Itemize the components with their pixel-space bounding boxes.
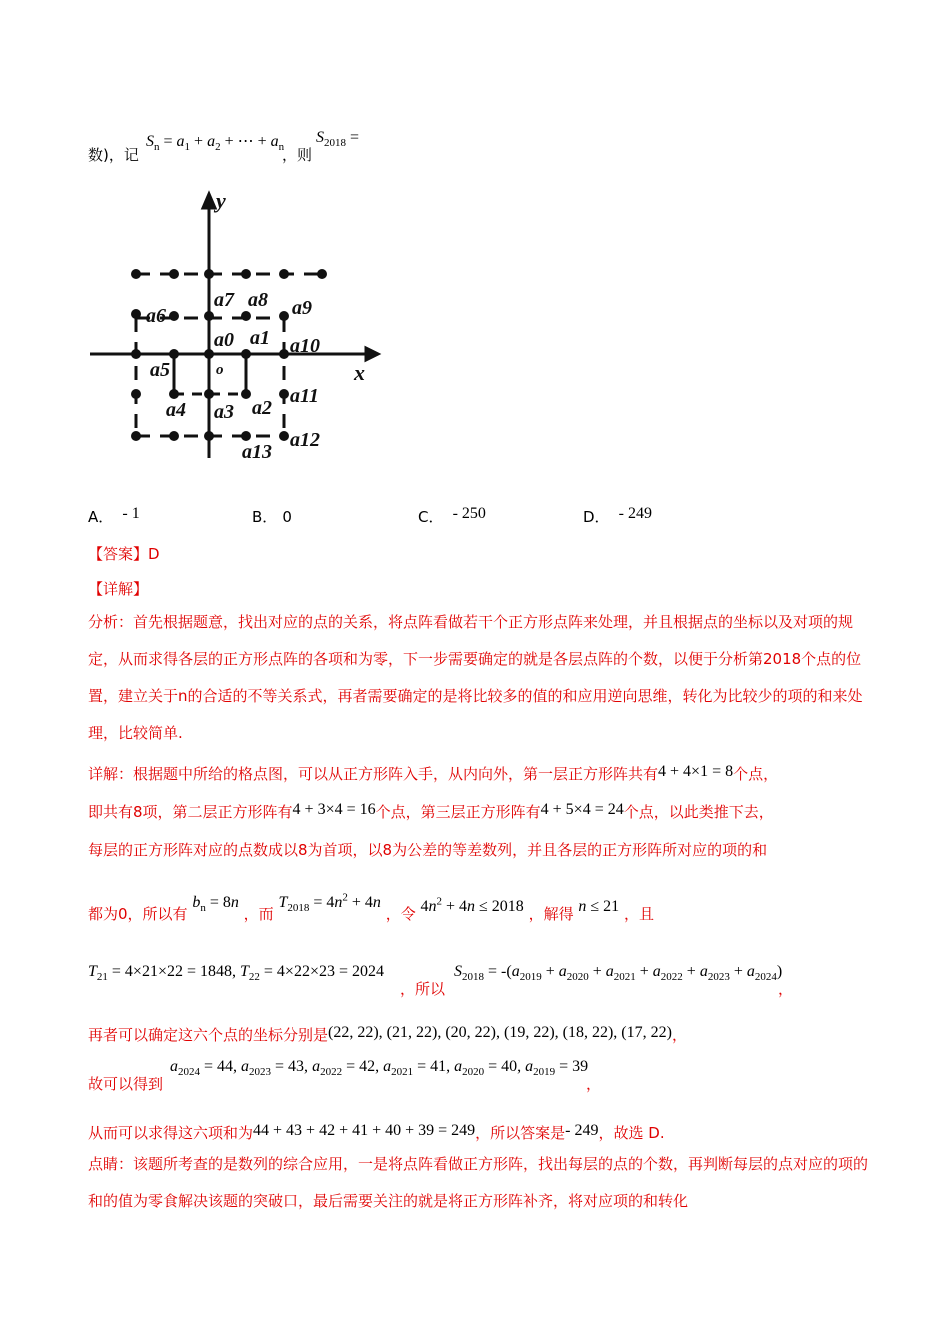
- label-a4: a4: [166, 399, 186, 421]
- comment-paragraph: 点睛：该题所考查的是数列的综合应用，一是将点阵看做正方形阵，找出每层的点的个数，再判断每层的点对应的项的和的值为零食解决该题的突破口，最后需要关注的就是将正方形阵补齐，将对应项的和转化: [88, 1155, 869, 1210]
- label-a7: a7: [214, 289, 234, 311]
- detail-line-3: 每层的正方形阵对应的点数成以8为首项，以8为公差的等差数列，并且各层的正方形阵所对应的项的和: [88, 841, 768, 859]
- detail-line-5-end: ，: [778, 980, 794, 998]
- option-c-letter: C．: [418, 508, 444, 526]
- analysis-paragraph: 分析：首先根据题意，找出对应的点的关系，将点阵看做若干个正方形点阵来处理，并且根据点的坐标以及对项的规定，从而求得各层的正方形点阵的各项和为零，下一步需要确定的就是各层点阵的个数，以便于分析第2018个点的位置，建立关于n的合适的不等关系式，再者需要确定的是将比较多的值的和应用逆向思维，转化为比较少的项的和来处理，比较简单.: [88, 613, 863, 742]
- math-sol: n ≤ 21: [578, 898, 620, 915]
- label-a9: a9: [292, 297, 312, 319]
- math-coords: (22, 22), (21, 22), (20, 22), (19, 22), (18, 22), (17, 22): [328, 1024, 672, 1041]
- label-a8: a8: [248, 289, 268, 311]
- math-bn: $b_n = 8n$: [192, 894, 239, 915]
- option-c-value: - 250: [452, 505, 486, 522]
- label-a10: a10: [290, 335, 320, 357]
- option-a-letter: A．: [88, 508, 114, 526]
- math-a-values: $a_{2024} = 44$, $a_{2023} = 43$, $a_{2022} = 42$, $a_{2021} = 41$, $a_{2020} = 40$, $a_{2019} = 39$: [170, 1058, 589, 1079]
- detail-line-1: 详解：根据题中所给的格点图，可以从正方形阵入手，从内向外，第一层正方形阵共有4 + 4×1 = 8个点，: [88, 763, 779, 783]
- answer-line: [88, 543, 160, 564]
- lattice-figure: [86, 188, 386, 468]
- math-answer: - 249: [565, 1122, 599, 1139]
- label-a6: a6: [146, 305, 166, 327]
- option-d-letter: D．: [583, 508, 610, 526]
- detail-line-7-text: 故可以得到: [88, 1075, 164, 1093]
- math-layer3: 4 + 5×4 = 24: [540, 801, 624, 818]
- label-a12: a12: [290, 429, 320, 451]
- math-sum: 44 + 43 + 42 + 41 + 40 + 39 = 249: [253, 1122, 476, 1139]
- label-a3: a3: [214, 401, 234, 423]
- answer-value: D: [148, 545, 160, 563]
- math-ineq: $4n^2 + 4n \le 2018$: [420, 895, 524, 915]
- x-axis-label: x: [354, 360, 365, 385]
- detail-line-6: 再者可以确定这六个点的坐标分别是(22, 22), (21, 22), (20, 22), (19, 22), (18, 22), (17, 22)，: [88, 1024, 687, 1044]
- label-a13: a13: [242, 441, 272, 463]
- math-layer1: 4 + 4×1 = 8: [658, 763, 734, 780]
- answer-label: 【答案】: [88, 545, 149, 563]
- option-c[interactable]: [418, 506, 486, 527]
- option-b-value: 0: [282, 508, 292, 526]
- math-s2018-sum: $S_{2018} = -(a_{2019} + a_{2020} + a_{2021} + a_{2022} + a_{2023} + a_{2024})$: [454, 963, 783, 984]
- detail-line-2: 即共有8项，第二层正方形阵有4 + 3×4 = 16个点，第三层正方形阵有4 + 5×4 = 24个点，以此类推下去，: [88, 801, 774, 821]
- intro-middle: ，则: [282, 146, 313, 164]
- y-axis-label: y: [216, 188, 226, 213]
- detail-line-7-end: ，: [586, 1075, 602, 1093]
- math-t2018: $T_{2018} = 4n^2 + 4n$: [278, 891, 381, 915]
- math-t21-t22: $T_{21} = 4\times 21\times 22 = 1848$, $T_{22} = 4\times 22\times 23 = 2024$: [88, 963, 384, 984]
- option-b-letter: B．: [252, 508, 278, 526]
- option-b[interactable]: [252, 506, 292, 527]
- intro-prefix: 数)，记: [88, 146, 139, 164]
- option-d[interactable]: [583, 506, 652, 527]
- detail-line-5-mid: ，所以: [400, 980, 446, 998]
- label-a0: a0: [214, 329, 234, 351]
- label-a2: a2: [252, 397, 272, 419]
- x-axis-arrow: [366, 348, 378, 360]
- y-axis-arrow: [203, 194, 215, 208]
- option-a[interactable]: [88, 506, 140, 527]
- sn-formula: $S_n = a_1 + a_2$ + ⋯ + $a_n$: [146, 133, 285, 154]
- detail-line-8: 从而可以求得这六项和为44 + 43 + 42 + 41 + 40 + 39 = 249，所以答案是- 249，故选 D.: [88, 1122, 665, 1142]
- detail-line-4: 都为0，所以有 $b_n = 8n$ ，而 $T_{2018} = 4n^2 + 4n$ ，令 $4n^2 + 4n \le 2018$ ，解得 n ≤ 21 ，且: [88, 891, 654, 923]
- s2018-label: $S_{2018}$ =: [316, 129, 360, 150]
- detail-header: 【详解】: [88, 580, 149, 598]
- origin-label: o: [216, 362, 224, 378]
- math-layer2: 4 + 3×4 = 16: [292, 801, 376, 818]
- label-a1: a1: [250, 327, 270, 349]
- label-a11: a11: [290, 385, 319, 407]
- option-a-value: - 1: [122, 505, 140, 522]
- label-a5: a5: [150, 359, 170, 381]
- option-d-value: - 249: [618, 505, 652, 522]
